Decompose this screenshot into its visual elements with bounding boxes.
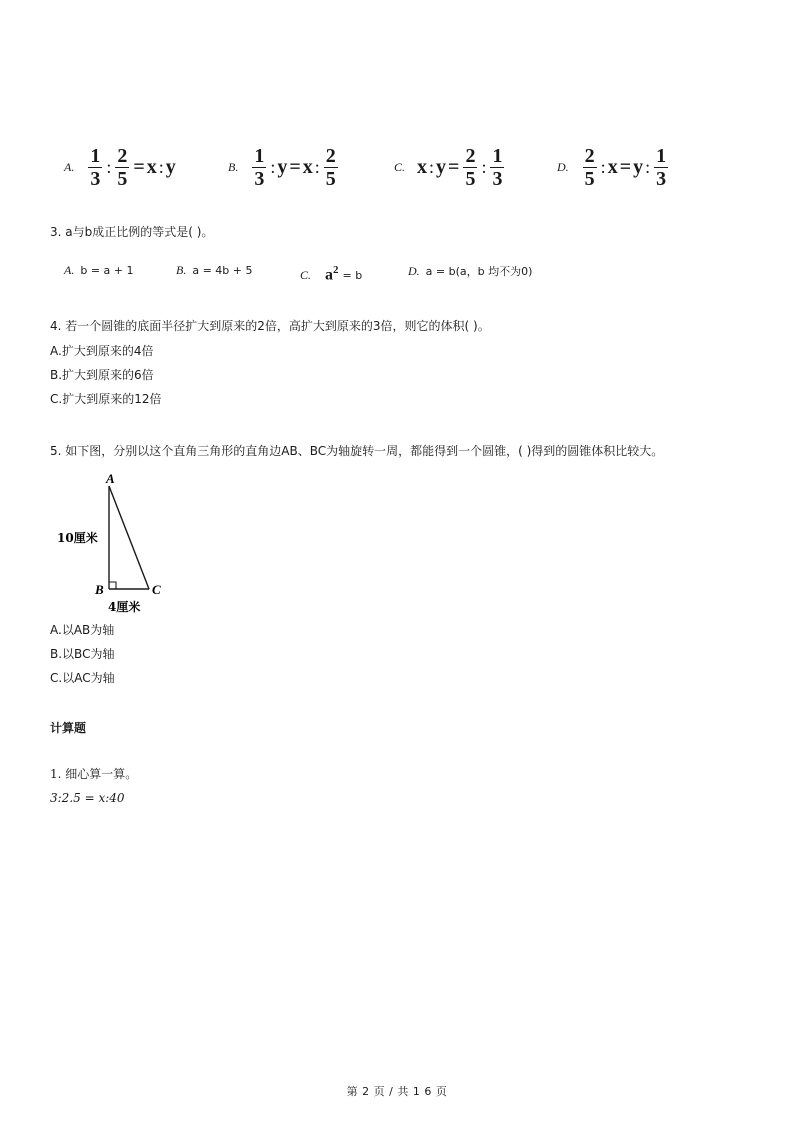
q5-stem: 5. 如下图，分别以这个直角三角形的直角边AB、BC为轴旋转一周，都能得到一个圆锥，( )得到的圆锥体积比较大。	[50, 444, 664, 458]
right-triangle-figure	[50, 468, 180, 618]
option-label: B.	[176, 263, 187, 277]
option-text: = b	[342, 269, 363, 283]
q5-option-a: A.以AB为轴	[50, 623, 115, 637]
ratio-expression: $\frac{2}{5}$ : x = y : $\frac{1}{3}$	[584, 144, 667, 190]
vertex-b-label: B	[95, 582, 104, 597]
page-footer: 第 2 页 / 共 1 6 页	[346, 1085, 448, 1098]
ratio-expression: $\frac{1}{3}$ : y = x : $\frac{2}{5}$	[254, 144, 336, 190]
option-text: a = 4b + 5	[192, 264, 253, 277]
squared-term: $a^2$	[325, 264, 339, 284]
q3-option-a	[64, 263, 134, 278]
ratio-expression: x : y = $\frac{2}{5}$ : $\frac{1}{3}$	[417, 144, 503, 190]
option-label: A.	[64, 263, 75, 277]
q5-option-c: C.以AC为轴	[50, 671, 115, 685]
height-label: 10厘米	[57, 531, 98, 545]
ratio-expression: $\frac{1}{3}$ : $\frac{2}{5}$ = x : y	[90, 144, 176, 190]
q3-option-d	[408, 263, 532, 279]
q2-option-b	[228, 142, 340, 192]
option-label: B.	[228, 159, 239, 174]
q2-option-d	[557, 142, 670, 192]
q4-option-a: A.扩大到原来的4倍	[50, 344, 154, 358]
option-label: C.	[394, 159, 406, 174]
option-label: D.	[557, 159, 569, 174]
option-label: A.	[64, 159, 75, 174]
q2-option-a	[64, 142, 176, 192]
q3-option-b	[176, 263, 252, 278]
calc-stem: 1. 细心算一算。	[50, 767, 138, 781]
q4-stem: 4. 若一个圆锥的底面半径扩大到原来的2倍，高扩大到原来的3倍，则它的体积( )。	[50, 319, 490, 333]
q4-option-c: C.扩大到原来的12倍	[50, 392, 162, 406]
q3-stem: 3. a与b成正比例的等式是( )。	[50, 225, 214, 239]
option-text: b = a + 1	[80, 264, 134, 277]
option-label: D.	[408, 264, 420, 278]
vertex-c-label: C	[152, 582, 161, 597]
base-label: 4厘米	[108, 600, 141, 614]
q2-option-c	[394, 142, 506, 192]
q3-option-c	[300, 264, 362, 284]
option-text: a = b(a，b 均不为0)	[425, 265, 533, 278]
section-title: 计算题	[50, 721, 87, 735]
q5-option-b: B.以BC为轴	[50, 647, 115, 661]
option-label: C.	[300, 268, 312, 283]
right-angle-mark	[109, 582, 116, 589]
q4-option-b: B.扩大到原来的6倍	[50, 368, 154, 382]
calc-expression: 3:2.5 = x:40	[50, 791, 125, 805]
vertex-a-label: A	[106, 471, 115, 486]
